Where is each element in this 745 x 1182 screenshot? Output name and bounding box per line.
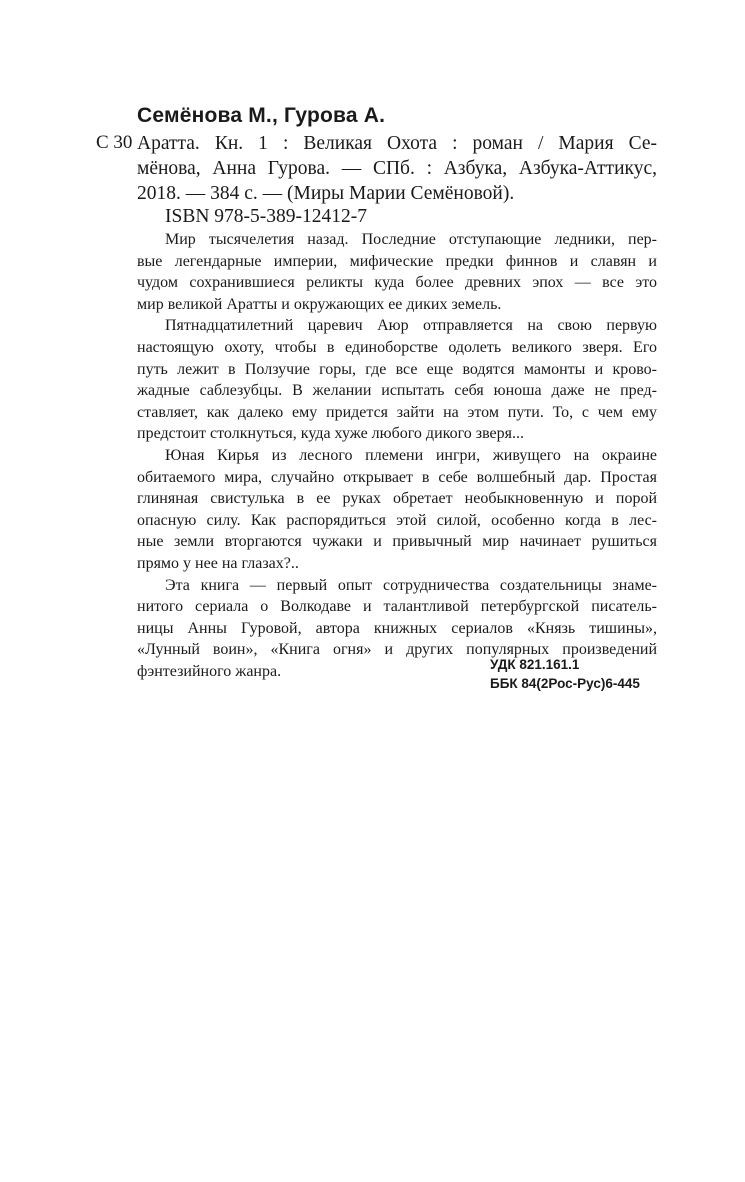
library-code: С 30 bbox=[96, 132, 133, 153]
annotation-line: жадные саблезубцы. В желании испытать себя юноша даже не пред- bbox=[137, 382, 657, 400]
annotation-line: Эта книга — первый опыт сотрудничества создательницы знаме- bbox=[165, 576, 657, 594]
annotation-line: глиняная свистулька в ее руках обретает необыкновенную и порой bbox=[137, 490, 657, 508]
classification-codes bbox=[490, 655, 640, 693]
annotation-line: мир великой Аратты и окружающих ее диких земель. bbox=[137, 295, 502, 313]
bibliographic-description bbox=[137, 131, 657, 206]
annotation-line: опасную силу. Как распорядиться этой силой, особенно когда в лес- bbox=[137, 511, 657, 529]
annotation-line: путь лежит в Ползучие горы, где все еще водятся мамонты и крово- bbox=[137, 360, 657, 378]
annotation-line: Юная Кирья из лесного племени ингри, живущего на окраине bbox=[165, 446, 657, 464]
annotation-line: прямо у нее на глазах?.. bbox=[137, 554, 299, 572]
annotation-line: чудом сохранившиеся реликты куда более древних эпох — все это bbox=[137, 274, 657, 292]
annotation-paragraph bbox=[137, 315, 657, 445]
annotation-line: обитаемого мира, случайно открывает в себе волшебный дар. Простая bbox=[137, 468, 657, 486]
bib-line: 2018. — 384 с. — (Миры Марии Семёновой). bbox=[137, 183, 515, 204]
udk-code: УДК 821.161.1 bbox=[490, 657, 580, 672]
annotation-line: «Лунный воин», «Книга огня» и других популярных произведений bbox=[137, 641, 657, 659]
annotation-paragraph bbox=[137, 229, 657, 315]
bib-line: Аратта. Кн. 1 : Великая Охота : роман / Мария Се- bbox=[137, 133, 657, 154]
annotation bbox=[137, 229, 657, 682]
isbn: ISBN 978-5-389-12412-7 bbox=[165, 206, 368, 227]
annotation-line: ставляет, как далеко ему придется зайти на этом пути. То, с чем ему bbox=[137, 403, 657, 421]
annotation-line: нитого сериала о Волкодаве и талантливой петербургской писатель- bbox=[137, 598, 657, 616]
annotation-line: Пятнадцатилетний царевич Аюр отправляется на свою первую bbox=[165, 317, 657, 335]
annotation-line: настоящую охоту, чтобы в единоборстве одолеть великого зверя. Его bbox=[137, 338, 657, 356]
annotation-line: Мир тысячелетия назад. Последние отступающие ледники, пер- bbox=[165, 231, 657, 248]
bib-line: мёнова, Анна Гурова. — СПб. : Азбука, Азбука-Аттикус, bbox=[137, 158, 657, 179]
annotation-line: ницы Анны Гуровой, автора книжных сериалов «Князь тишины», bbox=[137, 619, 657, 637]
annotation-line: предстоит столкнуться, куда хуже любого дикого зверя... bbox=[137, 425, 524, 443]
annotation-line: вые легендарные империи, мифические предки финнов и славян и bbox=[137, 252, 657, 270]
annotation-line: фэнтезийного жанра. bbox=[137, 662, 282, 680]
annotation-line: ные земли вторгаются чужаки и привычный мир начинает рушиться bbox=[137, 533, 657, 551]
annotation-paragraph bbox=[137, 445, 657, 575]
author-heading: Семёнова М., Гурова А. bbox=[137, 104, 386, 127]
bbk-code: ББК 84(2Рос-Рус)6-445 bbox=[490, 676, 640, 691]
